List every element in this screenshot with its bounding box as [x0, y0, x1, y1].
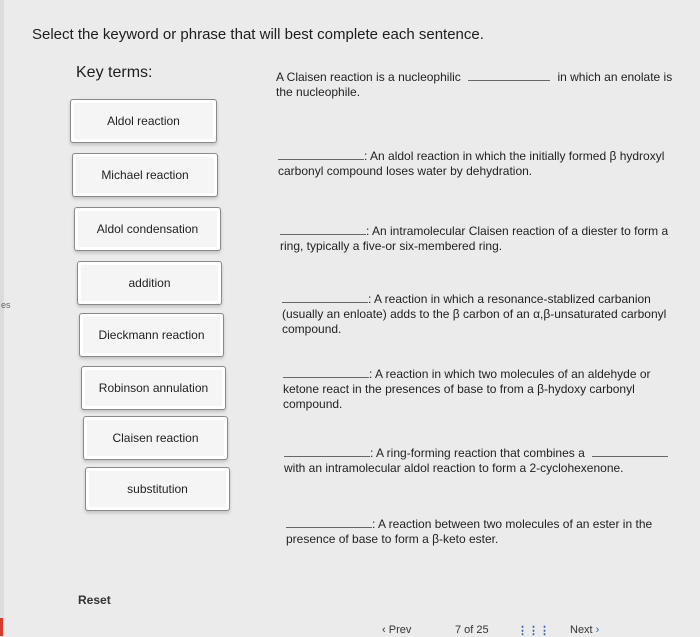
sentence-1-before: A Claisen reaction is a nucleophilic — [276, 70, 461, 84]
sentence-3 — [280, 224, 690, 254]
next-label: Next — [570, 624, 593, 636]
sentence-6-line-2: with an intramolecular aldol reaction to form a 2-cyclohexenone. — [284, 461, 624, 475]
sentence-4-line-3: compound. — [282, 322, 342, 336]
edge-text: es — [1, 300, 11, 310]
sentence-6 — [284, 446, 694, 476]
reset-button[interactable]: Reset — [78, 593, 111, 607]
sentence-1-after: in which an enolate is — [557, 70, 673, 84]
blank-4[interactable] — [282, 293, 368, 303]
prev-label: Prev — [388, 624, 412, 636]
sentence-1 — [276, 70, 686, 100]
sentence-5-line-2: ketone react in the presences of base to from a β-hydoxy carbonyl — [283, 382, 635, 396]
term-substitution[interactable]: substitution — [85, 467, 230, 511]
term-aldol-reaction[interactable]: Aldol reaction — [70, 99, 217, 143]
page-position: 7 of 25 — [455, 624, 489, 636]
blank-2[interactable] — [278, 150, 364, 160]
term-addition[interactable]: addition — [77, 261, 222, 305]
sentence-2-line-1: : An aldol reaction in which the initially formed β hydroxyl — [364, 149, 665, 163]
blank-7[interactable] — [286, 518, 372, 528]
term-aldol-condensation[interactable]: Aldol condensation — [74, 207, 221, 251]
sentence-2-line-2: carbonyl compound loses water by dehydration. — [278, 164, 533, 178]
term-michael-reaction[interactable]: Michael reaction — [72, 153, 218, 197]
sentence-4-line-2: (usually an enloate) adds to the β carbon of an α,β-unsaturated carbonyl — [282, 307, 667, 321]
chevron-left-icon: ‹ — [382, 624, 389, 636]
status-marker — [0, 618, 3, 636]
grid-icon[interactable]: ⋮⋮⋮ — [517, 625, 550, 637]
key-terms-title: Key terms: — [76, 64, 153, 81]
sentence-7 — [286, 517, 696, 547]
next-button[interactable] — [570, 624, 599, 636]
page-left-edge — [0, 0, 4, 637]
blank-5[interactable] — [283, 368, 369, 378]
blank-6b[interactable] — [592, 447, 668, 457]
sentence-3-line-2: ring, typically a five-or six-membered ring. — [280, 239, 503, 253]
blank-3[interactable] — [280, 225, 366, 235]
sentence-7-line-1: : A reaction between two molecules of an ester in the — [372, 517, 653, 531]
sentence-6-line-1: : A ring-forming reaction that combines a — [370, 446, 585, 460]
sentence-2 — [278, 149, 688, 179]
sentence-4 — [282, 292, 692, 337]
sentence-5-line-3: compound. — [283, 397, 343, 411]
sentence-5-line-1: : A reaction in which two molecules of an aldehyde or — [369, 367, 651, 381]
sentence-3-line-1: : An intramolecular Claisen reaction of a diester to form a — [366, 224, 669, 238]
sentence-4-line-1: : A reaction in which a resonance-stablized carbanion — [368, 292, 651, 306]
chevron-right-icon: › — [592, 624, 600, 636]
blank-6a[interactable] — [284, 447, 370, 457]
term-dieckmann-reaction[interactable]: Dieckmann reaction — [79, 313, 224, 357]
sentence-5 — [283, 367, 693, 412]
prev-button[interactable] — [382, 624, 411, 636]
sentence-7-line-2: presence of base to form a β-keto ester. — [286, 532, 499, 546]
term-robinson-annulation[interactable]: Robinson annulation — [81, 366, 226, 410]
blank-1[interactable] — [468, 71, 550, 81]
sentence-1-line-2: the nucleophile. — [276, 85, 361, 99]
term-claisen-reaction[interactable]: Claisen reaction — [83, 416, 228, 460]
instruction-text: Select the keyword or phrase that will best complete each sentence. — [32, 26, 484, 43]
